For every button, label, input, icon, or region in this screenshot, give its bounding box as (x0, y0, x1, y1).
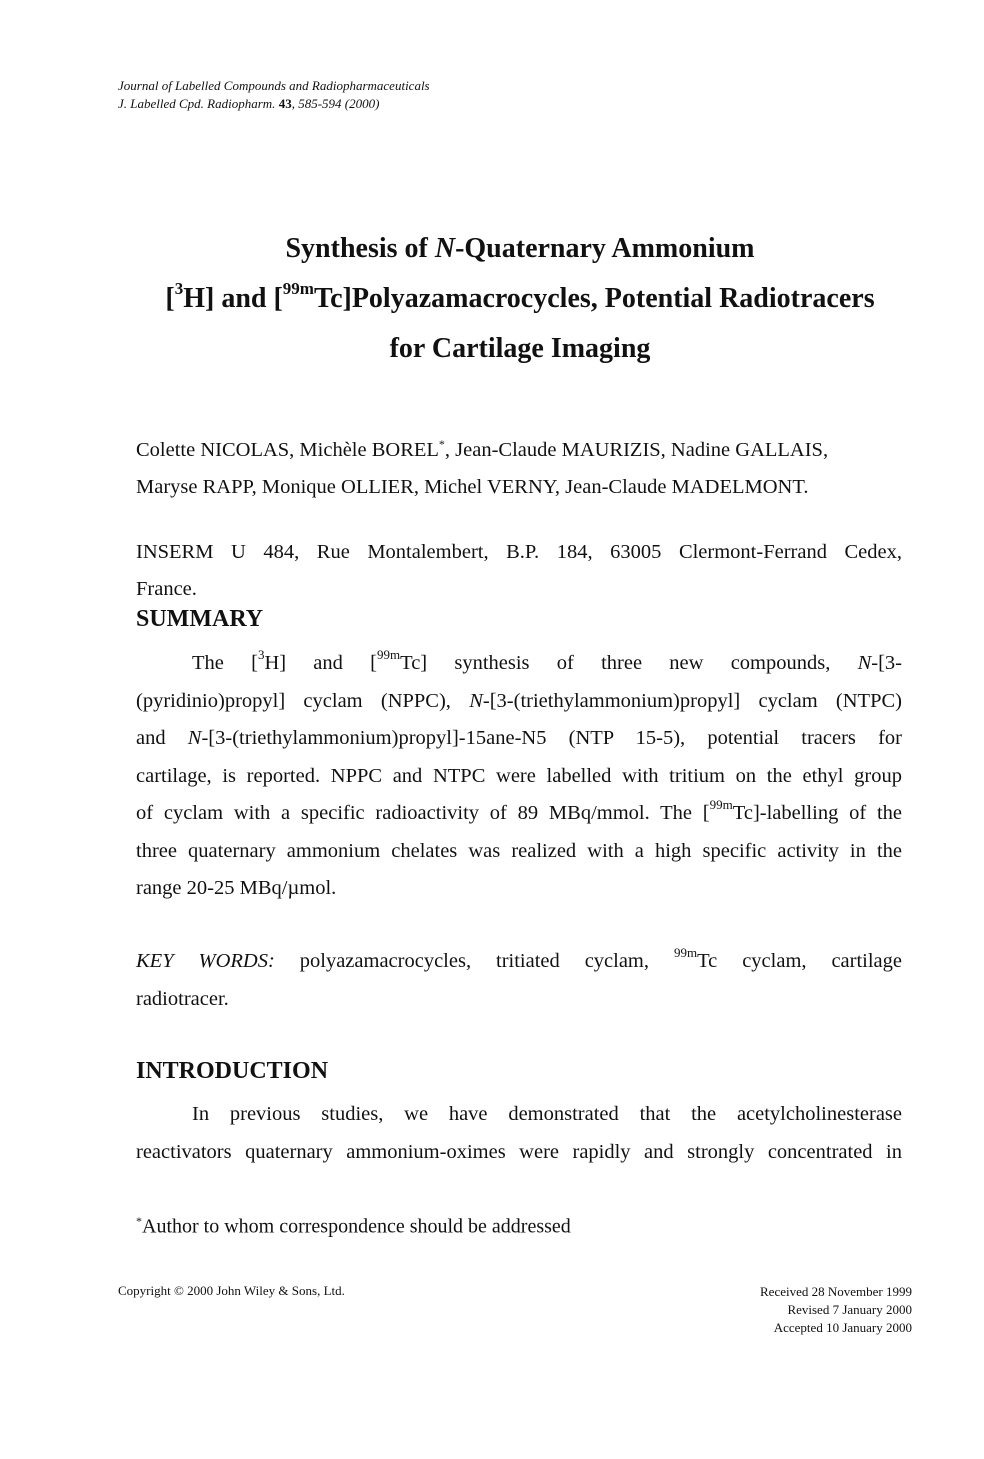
copyright: Copyright © 2000 John Wiley & Sons, Ltd. (118, 1283, 345, 1298)
journal-header (118, 77, 430, 113)
intro-line-1: In previous studies, we have demonstrated that the acetylcholinesterase (192, 1103, 902, 1125)
summary-line-2: (pyridinio)propyl] cyclam (NPPC), N-[3-(triethylammonium)propyl] cyclam (NTPC) (136, 689, 902, 712)
accepted-date: Accepted 10 January 2000 (773, 1320, 912, 1335)
footnote (136, 1214, 571, 1239)
journal-volume: 43 (278, 96, 292, 111)
intro-line-2: reactivators quaternary ammonium-oximes were rapidly and strongly concentrated in (136, 1140, 902, 1163)
affiliation-line-1: INSERM U 484, Rue Montalembert, B.P. 184, 63005 Clermont-Ferrand Cedex, (136, 541, 902, 563)
received-dates (760, 1283, 912, 1337)
affiliation-line-2: France. (136, 578, 197, 600)
footnote-mark: * (136, 1214, 142, 1228)
revised-date: Revised 7 January 2000 (787, 1302, 912, 1317)
keywords-line-2: radiotracer. (136, 987, 229, 1010)
author-list (136, 426, 916, 506)
summary-line-3: and N-[3-(triethylammonium)propyl]-15ane-N5 (NTP 15-5), potential tracers for (136, 727, 902, 749)
title-line-3: for Cartilage Imaging (389, 333, 651, 364)
journal-name: Journal of Labelled Compounds and Radiopharmaceuticals (118, 78, 430, 93)
summary-line-4: cartilage, is reported. NPPC and NTPC were labelled with tritium on the ethyl group (136, 764, 902, 787)
summary-line-1: The [$^3$H] and [$^{99m}$Tc] synthesis of three new compounds, N-[3- (192, 647, 902, 674)
introduction-heading: INTRODUCTION (136, 1058, 329, 1084)
summary-line-5: of cyclam with a specific radioactivity of 89 MBq/mmol. The [$^{99m}$Tc]-labelling of the (136, 797, 902, 824)
corresponding-mark: * (438, 437, 445, 451)
title-line-2: [$^3$H] and [$^{99m}$Tc]Polyazamacrocycles, Potential Radiotracers (165, 278, 875, 314)
summary-heading: SUMMARY (136, 606, 264, 632)
title-line-1: Synthesis of N-Quaternary Ammonium (285, 233, 755, 264)
authors-line-1: Colette NICOLAS, Michèle BOREL*, Jean-Claude MAURIZIS, Nadine GALLAIS, (136, 437, 829, 461)
paper-title (90, 224, 950, 374)
affiliation (136, 534, 902, 608)
authors-line-2: Maryse RAPP, Monique OLLIER, Michel VERNY, Jean-Claude MADELMONT. (136, 475, 809, 498)
keywords (136, 943, 902, 1018)
summary-line-7: range 20-25 MBq/µmol. (136, 877, 337, 899)
summary-paragraph (136, 645, 902, 908)
summary-line-6: three quaternary ammonium chelates was realized with a high specific activity in the (136, 839, 902, 862)
received-date: Received 28 November 1999 (760, 1284, 912, 1299)
journal-citation: J. Labelled Cpd. Radiopharm. 43, 585-594 (2000) (118, 96, 380, 111)
footnote-text: Author to whom correspondence should be addressed (142, 1215, 571, 1238)
keywords-line-1: KEY WORDS: polyazamacrocycles, tritiated cyclam, $^{99m}$Tc cyclam, cartilage (136, 945, 903, 972)
keywords-label: KEY WORDS: (136, 950, 275, 972)
introduction-paragraph (136, 1096, 902, 1171)
